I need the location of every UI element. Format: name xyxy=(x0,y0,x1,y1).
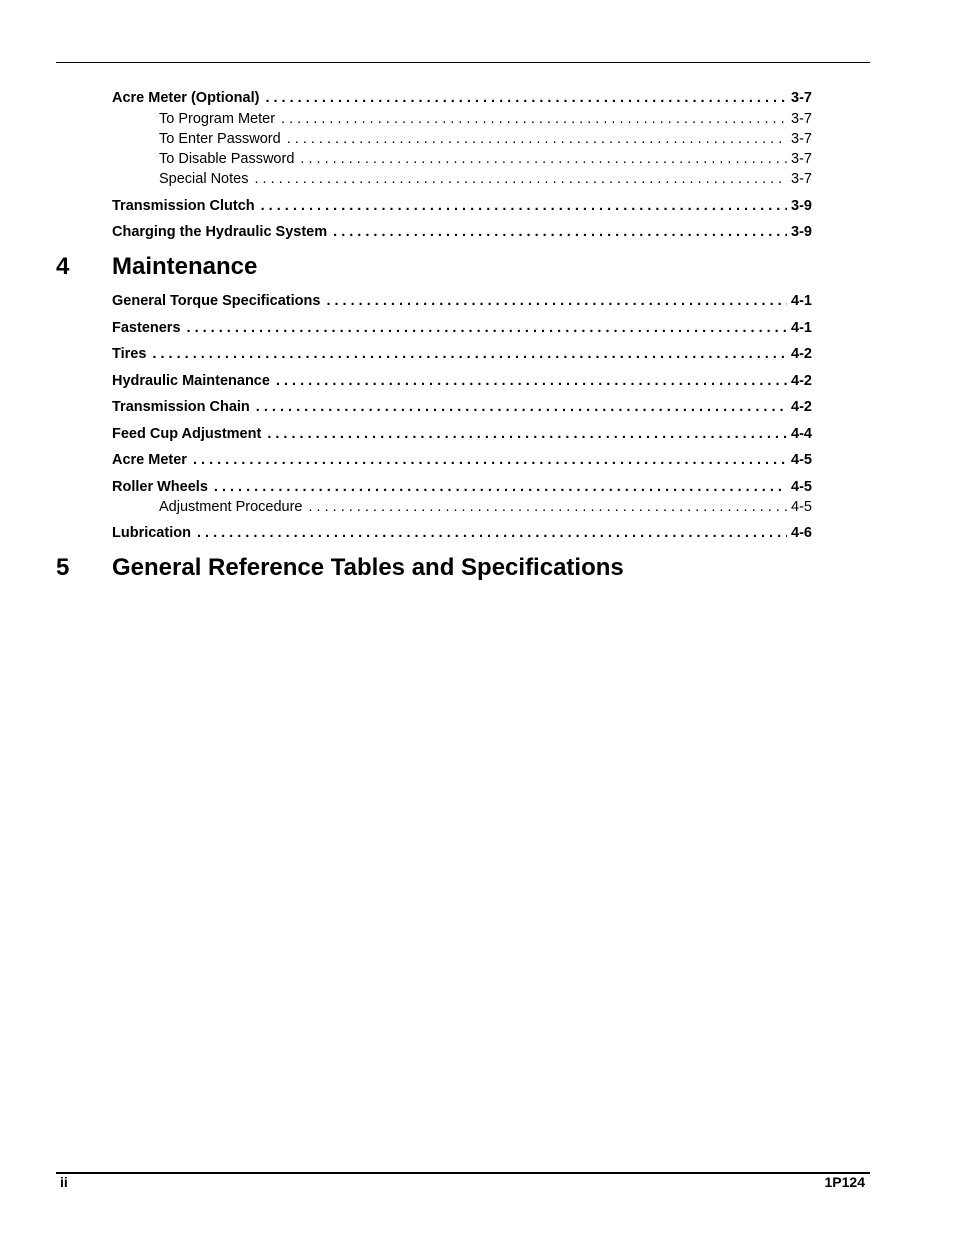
toc-leader-dots xyxy=(261,197,787,215)
toc-entry-acre-meter-optional[interactable] xyxy=(112,89,812,107)
toc-entry-page: 3-7 xyxy=(791,131,812,147)
toc-entry-page: 3-7 xyxy=(791,90,812,106)
toc-entry-charging-hydraulic-system[interactable] xyxy=(112,223,812,241)
toc-entry-title: Lubrication xyxy=(112,525,191,541)
toc-entry-page: 4-5 xyxy=(791,452,812,468)
toc-entry-roller-wheels[interactable] xyxy=(112,478,812,496)
toc-entry-acre-meter[interactable] xyxy=(112,451,812,469)
toc-entry-page: 3-9 xyxy=(791,198,812,214)
chapter-number: 4 xyxy=(56,253,70,280)
toc-subentry-to-program-meter[interactable] xyxy=(159,110,812,128)
toc-leader-dots xyxy=(254,170,787,188)
toc-entry-page: 4-2 xyxy=(791,346,812,362)
toc-subentry-adjustment-procedure[interactable] xyxy=(159,498,812,516)
toc-entry-page: 4-2 xyxy=(791,399,812,415)
toc-leader-dots xyxy=(265,89,787,107)
toc-entry-title: Adjustment Procedure xyxy=(159,499,303,515)
toc-entry-title: Special Notes xyxy=(159,171,249,187)
toc-entry-feed-cup-adjustment[interactable] xyxy=(112,425,812,443)
toc-leader-dots xyxy=(300,150,787,168)
toc-leader-dots xyxy=(267,425,787,443)
toc-entry-title: Roller Wheels xyxy=(112,479,208,495)
toc-entry-title: Transmission Chain xyxy=(112,399,250,415)
toc-entry-transmission-chain[interactable] xyxy=(112,398,812,416)
toc-leader-dots xyxy=(287,130,787,148)
footer-doc-code: 1P124 xyxy=(824,1174,865,1190)
toc-entry-title: Acre Meter xyxy=(112,452,187,468)
footer-rule xyxy=(56,1172,870,1174)
toc-entry-lubrication[interactable] xyxy=(112,524,812,542)
toc-entry-title: General Torque Specifications xyxy=(112,293,321,309)
toc-leader-dots xyxy=(276,372,787,390)
toc-leader-dots xyxy=(193,451,787,469)
toc-leader-dots xyxy=(308,498,787,516)
toc-leader-dots xyxy=(152,345,787,363)
toc-entry-page: 4-2 xyxy=(791,373,812,389)
toc-entry-tires[interactable] xyxy=(112,345,812,363)
toc-entry-title: Hydraulic Maintenance xyxy=(112,373,270,389)
toc-entry-page: 3-7 xyxy=(791,151,812,167)
toc-entry-page: 4-1 xyxy=(791,320,812,336)
toc-entry-title: To Program Meter xyxy=(159,111,276,127)
toc-subentry-to-enter-password[interactable] xyxy=(159,130,812,148)
toc-entry-page: 4-5 xyxy=(791,499,812,515)
toc-leader-dots xyxy=(214,478,787,496)
chapter-number: 5 xyxy=(56,554,70,581)
toc-leader-dots xyxy=(326,292,787,310)
toc-entry-transmission-clutch[interactable] xyxy=(112,197,812,215)
toc-leader-dots xyxy=(197,524,787,542)
toc-leader-dots xyxy=(281,110,787,128)
chapter-title: General Reference Tables and Specifications xyxy=(112,554,624,581)
toc-entry-title: To Enter Password xyxy=(159,131,281,147)
toc-entry-title: Tires xyxy=(112,346,147,362)
toc-entry-title: Transmission Clutch xyxy=(112,198,255,214)
toc-entry-page: 3-9 xyxy=(791,224,812,240)
chapter-title: Maintenance xyxy=(112,253,258,280)
toc-leader-dots xyxy=(256,398,787,416)
toc-entry-page: 3-7 xyxy=(791,111,812,127)
toc-entry-fasteners[interactable] xyxy=(112,319,812,337)
toc-entry-title: Acre Meter (Optional) xyxy=(112,90,260,106)
header-rule xyxy=(56,62,870,63)
toc-entry-page: 4-1 xyxy=(791,293,812,309)
toc-entry-page: 4-6 xyxy=(791,525,812,541)
toc-entry-hydraulic-maintenance[interactable] xyxy=(112,372,812,390)
toc-entry-page: 4-4 xyxy=(791,426,812,442)
toc-entry-title: To Disable Password xyxy=(159,151,295,167)
toc-entry-page: 4-5 xyxy=(791,479,812,495)
toc-leader-dots xyxy=(333,223,787,241)
toc-entry-title: Fasteners xyxy=(112,320,181,336)
toc-entry-title: Feed Cup Adjustment xyxy=(112,426,262,442)
toc-leader-dots xyxy=(187,319,788,337)
toc-subentry-special-notes[interactable] xyxy=(159,170,812,188)
toc-entry-page: 3-7 xyxy=(791,171,812,187)
toc-entry-title: Charging the Hydraulic System xyxy=(112,224,328,240)
footer-page-label: ii xyxy=(60,1174,68,1190)
toc-entry-general-torque-specifications[interactable] xyxy=(112,292,812,310)
toc-subentry-to-disable-password[interactable] xyxy=(159,150,812,168)
